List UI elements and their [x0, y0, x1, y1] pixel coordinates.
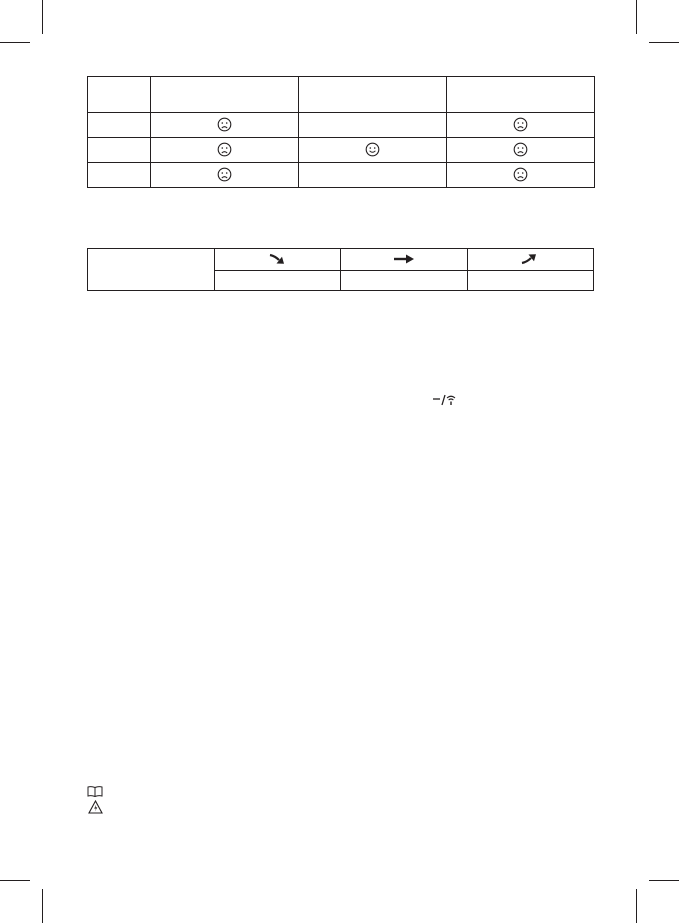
sad-face-icon — [217, 142, 232, 157]
comfort-table — [87, 76, 595, 188]
trend-table — [87, 248, 594, 291]
smile-face-icon — [365, 142, 380, 157]
table-cell — [447, 113, 595, 138]
sad-face-icon — [217, 117, 232, 132]
crop-mark — [649, 880, 679, 881]
trend-value-cell — [467, 271, 593, 291]
sad-face-icon — [217, 167, 232, 182]
trend-value-cell — [215, 271, 341, 291]
arrow-right-icon — [392, 253, 416, 265]
sad-face-icon — [513, 167, 528, 182]
crop-mark — [0, 42, 30, 43]
trend-cell — [467, 249, 593, 271]
trend-cell — [215, 249, 341, 271]
table-cell — [299, 138, 447, 163]
row-label — [88, 138, 151, 163]
trend-label-cell — [88, 249, 215, 291]
trend-cell — [341, 249, 467, 271]
table-cell — [447, 138, 595, 163]
table-row — [88, 113, 595, 138]
header-cell — [88, 77, 151, 113]
book-icon — [87, 785, 103, 798]
header-cell — [299, 77, 447, 113]
row-label — [88, 113, 151, 138]
crop-mark — [0, 880, 30, 881]
crop-mark — [649, 42, 679, 43]
header-cell — [447, 77, 595, 113]
table-cell — [299, 113, 447, 138]
row-label — [88, 163, 151, 188]
wireless-signal-icon — [432, 394, 460, 406]
trend-arrow-row — [88, 249, 594, 271]
crop-mark — [636, 889, 637, 923]
crop-mark — [42, 889, 43, 923]
table-cell — [151, 163, 299, 188]
table-cell — [299, 163, 447, 188]
arrow-up-right-icon — [520, 253, 540, 265]
table-row — [88, 163, 595, 188]
crop-mark — [42, 0, 43, 34]
header-cell — [151, 77, 299, 113]
table-cell — [447, 163, 595, 188]
trend-value-cell — [341, 271, 467, 291]
table-row — [88, 138, 595, 163]
crop-mark — [636, 0, 637, 34]
arrow-down-right-icon — [268, 253, 288, 265]
sad-face-icon — [513, 117, 528, 132]
table-cell — [151, 138, 299, 163]
electric-warning-icon — [88, 800, 103, 814]
table-cell — [151, 113, 299, 138]
sad-face-icon — [513, 142, 528, 157]
table-header-row — [88, 77, 595, 113]
